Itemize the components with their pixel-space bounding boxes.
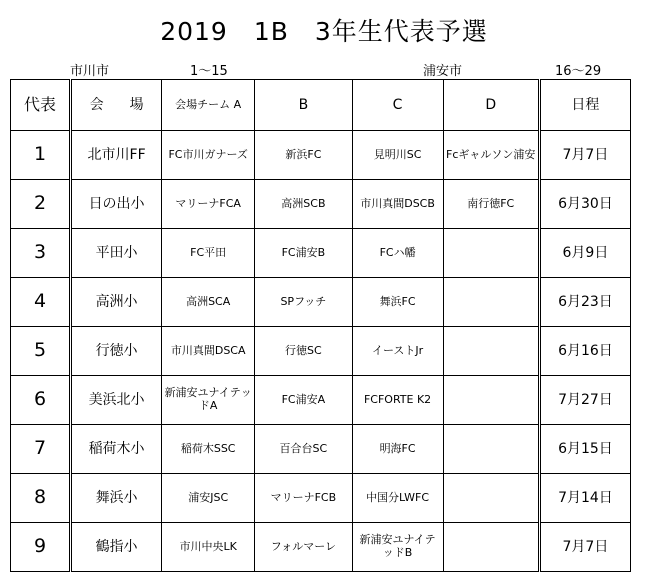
rep-number: 1	[11, 131, 71, 180]
date-cell: 6月15日	[539, 425, 630, 474]
table-row	[11, 229, 631, 278]
rep-number: 8	[11, 474, 71, 523]
header-venue-part-a: 会	[89, 96, 104, 113]
table-row	[11, 376, 631, 425]
team-c-cell: イーストJr	[352, 327, 443, 376]
date-cell: 7月7日	[539, 131, 630, 180]
team-a-cell: FC市川ガナーズ	[162, 131, 255, 180]
team-b-cell: 高洲SCB	[255, 180, 352, 229]
header-venue-part-b: 場	[129, 96, 144, 113]
team-a-cell: 稲荷木SSC	[162, 425, 255, 474]
table-row	[11, 425, 631, 474]
team-c-cell: 舞浜FC	[352, 278, 443, 327]
team-d-cell	[443, 327, 539, 376]
team-a-cell: 高洲SCA	[162, 278, 255, 327]
team-d-cell: 南行徳FC	[443, 180, 539, 229]
date-cell: 7月7日	[539, 523, 630, 572]
team-b-cell: SPフッチ	[255, 278, 352, 327]
team-c-cell: 市川真間DSCB	[352, 180, 443, 229]
venue-cell: 鶴指小	[71, 523, 162, 572]
date-cell: 7月14日	[539, 474, 630, 523]
table-row	[11, 180, 631, 229]
team-c-cell: 新浦安ユナイテッドB	[352, 523, 443, 572]
team-a-cell: 浦安JSC	[162, 474, 255, 523]
team-c-cell: FCFORTE K2	[352, 376, 443, 425]
venue-cell: 舞浜小	[71, 474, 162, 523]
range-ichikawa: 1～15	[190, 64, 228, 79]
rep-number: 9	[11, 523, 71, 572]
table-row	[11, 131, 631, 180]
header-team-a: 会場チーム A	[162, 80, 255, 131]
date-cell: 6月23日	[539, 278, 630, 327]
venue-cell: 日の出小	[71, 180, 162, 229]
team-a-cell: マリーナFCA	[162, 180, 255, 229]
table-row	[11, 278, 631, 327]
schedule-table	[10, 79, 631, 572]
table-row	[11, 327, 631, 376]
page-title: 2019 1B 3年生代表予選	[160, 17, 488, 46]
venue-cell: 美浜北小	[71, 376, 162, 425]
city-ichikawa: 市川市	[70, 64, 110, 79]
city-urayasu: 浦安市	[423, 64, 463, 79]
team-b-cell: FC浦安A	[255, 376, 352, 425]
team-c-cell: FCハ幡	[352, 229, 443, 278]
date-cell: 7月27日	[539, 376, 630, 425]
team-a-cell: FC平田	[162, 229, 255, 278]
venue-cell: 北市川FF	[71, 131, 162, 180]
venue-cell: 行徳小	[71, 327, 162, 376]
team-b-cell: フォルマーレ	[255, 523, 352, 572]
table-row	[11, 523, 631, 572]
team-b-cell: 行徳SC	[255, 327, 352, 376]
header-team-d: D	[443, 80, 539, 131]
team-d-cell	[443, 229, 539, 278]
header-team-b: B	[255, 80, 352, 131]
team-b-cell: 百合台SC	[255, 425, 352, 474]
team-b-cell: マリーナFCB	[255, 474, 352, 523]
table-row	[11, 474, 631, 523]
team-a-cell: 市川真間DSCA	[162, 327, 255, 376]
team-b-cell: FC浦安B	[255, 229, 352, 278]
rep-number: 5	[11, 327, 71, 376]
rep-number: 2	[11, 180, 71, 229]
team-d-cell	[443, 278, 539, 327]
rep-number: 7	[11, 425, 71, 474]
header-team-c: C	[352, 80, 443, 131]
team-a-cell: 新浦安ユナイテッドA	[162, 376, 255, 425]
venue-cell: 高洲小	[71, 278, 162, 327]
team-c-cell: 見明川SC	[352, 131, 443, 180]
team-d-cell	[443, 376, 539, 425]
team-b-cell: 新浜FC	[255, 131, 352, 180]
team-c-cell: 明海FC	[352, 425, 443, 474]
rep-number: 6	[11, 376, 71, 425]
header-row	[11, 80, 631, 131]
range-urayasu: 16～29	[555, 64, 602, 79]
header-rep: 代表	[11, 80, 71, 131]
venue-cell: 平田小	[71, 229, 162, 278]
header-venue	[71, 80, 162, 131]
team-d-cell	[443, 425, 539, 474]
team-d-cell	[443, 523, 539, 572]
date-cell: 6月30日	[539, 180, 630, 229]
team-d-cell: Fcギャルソン浦安	[443, 131, 539, 180]
header-date: 日程	[539, 80, 630, 131]
team-c-cell: 中国分LWFC	[352, 474, 443, 523]
team-d-cell	[443, 474, 539, 523]
team-a-cell: 市川中央LK	[162, 523, 255, 572]
date-cell: 6月16日	[539, 327, 630, 376]
date-cell: 6月9日	[539, 229, 630, 278]
venue-cell: 稲荷木小	[71, 425, 162, 474]
rep-number: 3	[11, 229, 71, 278]
rep-number: 4	[11, 278, 71, 327]
